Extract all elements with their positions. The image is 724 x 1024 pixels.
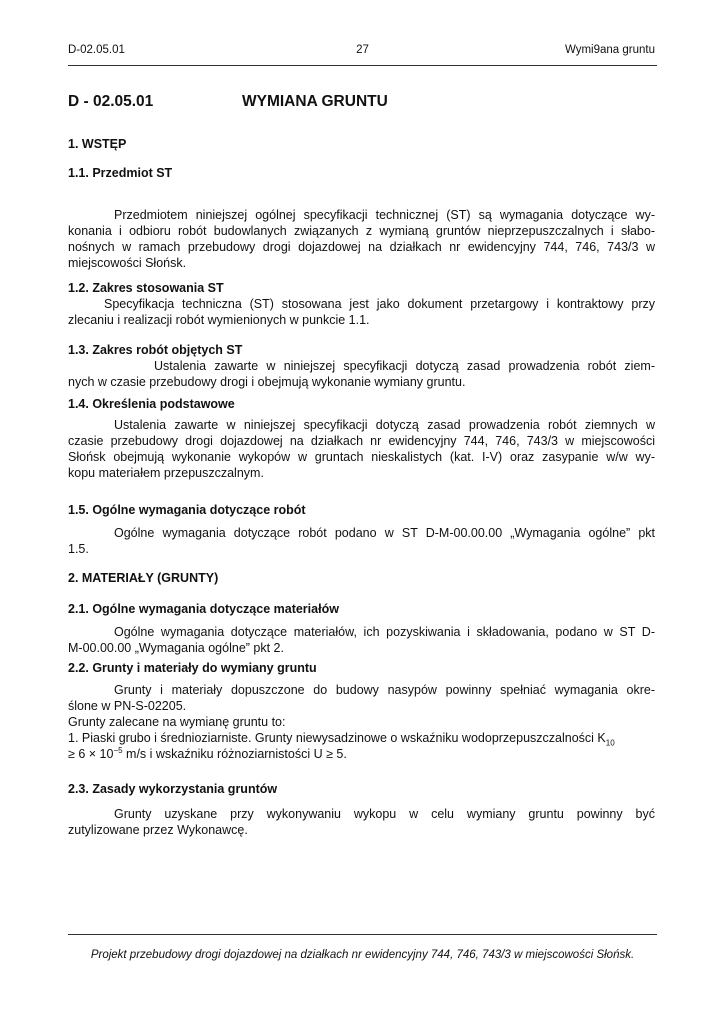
title-code: D - 02.05.01 bbox=[68, 93, 154, 110]
section-1-4-heading: 1.4. Określenia podstawowe bbox=[68, 397, 235, 411]
footer-divider bbox=[68, 934, 657, 935]
section-1-5-heading: 1.5. Ogólne wymagania dotyczące robót bbox=[68, 503, 306, 517]
section-2-3-paragraph: Grunty uzyskane przy wykonywaniu wykopu w celu wymiany gruntu powinny być zutylizowane przez Wykonawcę. bbox=[68, 807, 655, 837]
section-2-2-heading: 2.2. Grunty i materiały do wymiany gruntu bbox=[68, 661, 317, 675]
list-item-1-cont: ≥ $6 \times 10^{-5}$ m/s i wskaźniku różnoziarnistości U ≥ 5. bbox=[68, 745, 347, 761]
section-1-4-paragraph: Ustalenia zawarte w niniejszej specyfikacji dotyczą zasad prowadzenia robót ziemnych w czasie przebudowy drogi dojazdowej na działkach nr ewidencyjny 744, 746, 743/3 w miejscowości Słońsk obejmują wykonanie wykopów w gruntach nieskalistych (kat. I-V) oraz zasypanie w/w wy- kopu materiałem przepuszczalnym. bbox=[68, 418, 655, 480]
section-2-1-paragraph: Ogólne wymagania dotyczące materiałów, ich pozyskiwania i składowania, podano w ST D- M-00.00.00 „Wymagania ogólne” pkt 2. bbox=[68, 625, 655, 655]
section-1-1-paragraph: Przedmiotem niniejszej ogólnej specyfikacji technicznej (ST) są wymagania dotyczące wy- konania i odbioru robót budowlanych związanych z wymianą gruntów nieprzepuszczalnych i słabo- nośnych w ramach przebudowy drogi dojazdowej na działkach nr ewidencyjny 744, 746, 743/3 w miejscowości Słońsk. bbox=[68, 208, 655, 270]
title-name: WYMIANA GRUNTU bbox=[242, 93, 388, 110]
section-1-2-heading: 1.2. Zakres stosowania ST bbox=[68, 281, 224, 295]
page-header bbox=[68, 44, 657, 58]
section-1-3-heading: 1.3. Zakres robót objętych ST bbox=[68, 343, 243, 357]
section-1-5-paragraph: Ogólne wymagania dotyczące robót podano w ST D-M-00.00.00 „Wymagania ogólne” pkt 1.5. bbox=[68, 526, 655, 556]
section-1-2-paragraph: Specyfikacja techniczna (ST) stosowana jest jako dokument przetargowy i kontraktowy przy zlecaniu i realizacji robót wymienionych w punkcie 1.1. bbox=[68, 297, 655, 327]
header-page-number: 27 bbox=[356, 44, 369, 56]
header-divider bbox=[68, 65, 657, 66]
section-1-3-paragraph: Ustalenia zawarte w niniejszej specyfikacji dotyczą zasad prowadzenia robót ziem- nych w czasie przebudowy drogi i obejmują wykonanie wymiany gruntu. bbox=[68, 359, 655, 389]
section-1-heading: 1. WSTĘP bbox=[68, 137, 127, 151]
section-2-2-paragraph: Grunty i materiały dopuszczone do budowy nasypów powinny spełniać wymagania okre- ślone w PN-S-02205. Grunty zalecane na wymianę gruntu to: 1. Piaski grubo i średnioziarniste. Grunty niewysadzinowe o wskaźniku wodoprzepuszczalności $K_{10}$ ≥ $6 \times 10^{-5}$ m/s i wskaźniku różnoziarnistości U ≥ 5. bbox=[68, 683, 655, 761]
header-doc-code: D-02.05.01 bbox=[68, 44, 125, 56]
section-1-1-heading: 1.1. Przedmiot ST bbox=[68, 166, 173, 180]
section-2-1-heading: 2.1. Ogólne wymagania dotyczące materiałów bbox=[68, 602, 339, 616]
header-title: Wymi9ana gruntu bbox=[564, 44, 655, 56]
list-item-1: 1. Piaski grubo i średnioziarniste. Grunty niewysadzinowe o wskaźniku wodoprzepuszczalności $K_{10}$ bbox=[68, 731, 615, 748]
page-footer: Projekt przebudowy drogi dojazdowej na działkach nr ewidencyjny 744, 746, 743/3 w miejscowości Słońsk. bbox=[90, 949, 635, 961]
section-2-3-heading: 2.3. Zasady wykorzystania gruntów bbox=[68, 782, 278, 796]
section-2-heading: 2. MATERIAŁY (GRUNTY) bbox=[68, 571, 219, 585]
